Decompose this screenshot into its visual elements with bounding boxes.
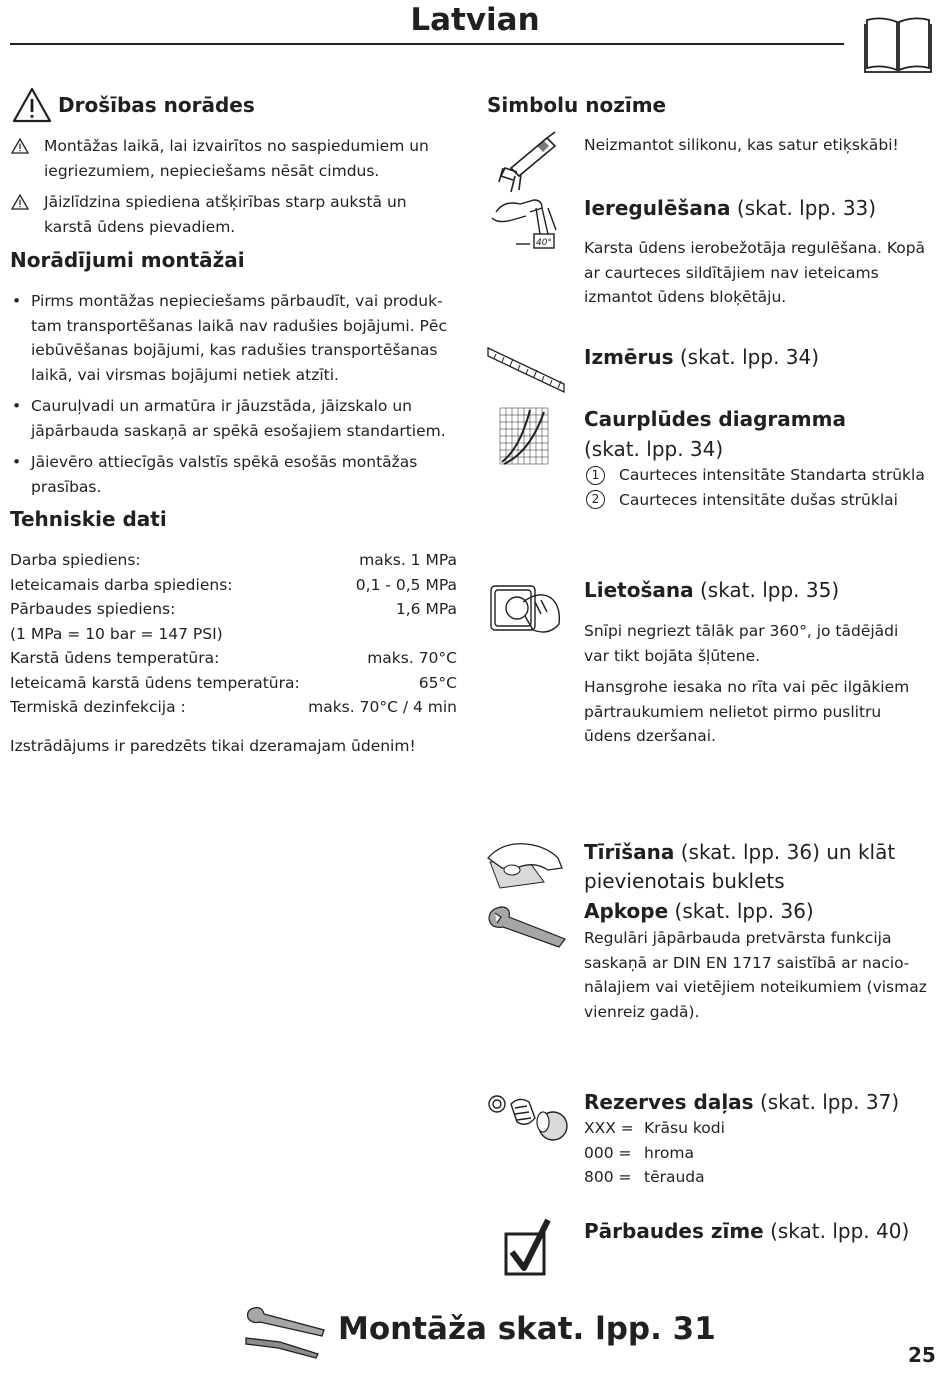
tech-value: maks. 70°C / 4 min: [308, 698, 457, 716]
use-ref: (skat. lpp. 35): [699, 578, 840, 602]
tech-row: [10, 573, 457, 598]
tech-label: Darba spiediens:: [10, 551, 141, 569]
spare-row: [584, 1141, 725, 1166]
warning-small-icon: [11, 138, 29, 154]
install-item: Pirms montāžas nepieciešams pārbaudīt, vai produktam transportēšanas laikā nav radušies bojājumi. Pēc iebūvēšanas bojājumi, kas radušies transportēšanas laikā, vai virsmas bojājumi netiek atzīti.: [31, 292, 447, 384]
tech-row: [10, 548, 457, 573]
adjust-temperature-icon: [490, 194, 560, 254]
tech-value: 65°C: [418, 673, 457, 692]
dims-title: Izmērus: [584, 345, 674, 369]
handle-operation-icon: [489, 580, 563, 636]
tech-label: (1 MPa = 10 bar = 147 PSI): [10, 624, 223, 643]
page-title: Latvian: [410, 2, 540, 38]
install-heading: Norādījumi montāžai: [10, 248, 245, 272]
spare-row: [584, 1116, 725, 1141]
tech-table: [10, 548, 457, 720]
service-text: Regulāri jāpārbauda pretvārsta funkcija saskaņā ar DIN EN 1717 saistībā ar nacionālajiem vai vietējiem noteikumiem (vismaz vienreiz gadā).: [584, 929, 927, 1021]
service-ref: (skat. lpp. 36): [674, 899, 814, 923]
tech-row: [10, 671, 457, 696]
silicone-gun-icon: [497, 132, 559, 194]
legend-number: 1: [586, 466, 605, 485]
page-number: 25: [908, 1343, 936, 1367]
color-code: XXX =: [584, 1119, 634, 1137]
adjust-text: Karsta ūdens ierobežotāja regulēšana. Kopā ar caurteces sildītājiem nav ieteicams izmantot ūdens bloķētāju.: [584, 239, 926, 306]
color-label: tērauda: [644, 1168, 705, 1186]
cleaning-hand-icon: [486, 838, 568, 896]
color-label: Krāsu kodi: [644, 1119, 725, 1137]
color-code: 000 =: [584, 1143, 632, 1162]
use-title: Lietošana: [584, 578, 694, 602]
silicone-note: Neizmantot silikonu, kas satur etiķskābi!: [584, 136, 899, 154]
clean-ref: (skat. lpp. 36) un klāt pievienotais buklets: [584, 840, 896, 893]
legend-number: 2: [586, 490, 605, 509]
legend-text: Caurteces intensitāte Standarta strūkla: [619, 466, 925, 484]
temperature-display: 40°: [536, 238, 552, 248]
safety-item: Jāizlīdzina spiediena atšķirības starp aukstā un karstā ūdens pievadiem.: [44, 193, 407, 236]
install-item: Cauruļvadi un armatūra ir jāuzstāda, jāizskalo un jāpārbauda saskaņā ar spēkā esošajiem standartiem.: [31, 397, 446, 440]
tech-row: [10, 646, 457, 671]
spare-parts-icon: [487, 1090, 571, 1146]
adjust-ref: (skat. lpp. 33): [736, 196, 877, 220]
tech-label: Termiskā dezinfekcija :: [10, 698, 186, 716]
ruler-icon: [486, 344, 566, 394]
flow-legend-item: [586, 488, 925, 513]
dims-ref: (skat. lpp. 34): [679, 345, 820, 369]
tech-row: [10, 597, 457, 622]
bullet: •: [12, 453, 22, 471]
install-item: Jāievēro attiecīgās valstīs spēkā esošās montāžas prasības.: [31, 453, 418, 496]
dims-heading: [584, 345, 819, 369]
bullet: •: [12, 397, 22, 415]
symbols-heading: Simbolu nozīme: [487, 93, 667, 117]
tech-value: maks. 70°C: [367, 649, 457, 667]
tech-label: Pārbaudes spiediens:: [10, 600, 176, 618]
book-icon: [864, 16, 932, 74]
spare-heading: [584, 1090, 899, 1114]
adjust-title: Ieregulēšana: [584, 196, 731, 220]
header-rule: [10, 43, 844, 45]
tech-value: maks. 1 MPa: [359, 551, 457, 569]
tech-row: [10, 695, 457, 720]
spare-ref: (skat. lpp. 37): [759, 1090, 900, 1114]
wrench-icon: [487, 903, 567, 949]
warning-small-icon: [11, 194, 29, 210]
clean-heading: [584, 838, 934, 896]
tech-row: [10, 622, 457, 647]
tools-icon: [244, 1302, 328, 1358]
warning-icon: [12, 87, 52, 123]
service-heading: [584, 899, 814, 923]
tech-value: 1,6 MPa: [395, 600, 457, 618]
spare-row: [584, 1165, 725, 1190]
drinking-water-note: Izstrādājums ir paredzēts tikai dzeramajam ūdenim!: [10, 737, 416, 755]
flow-title: Caurplūdes diagramma: [584, 407, 846, 431]
flow-legend: [586, 463, 925, 512]
check-title: Pārbaudes zīme: [584, 1219, 764, 1243]
legend-text: Caurteces intensitāte dušas strūklai: [619, 490, 898, 509]
color-label: hroma: [644, 1143, 694, 1162]
tech-heading: Tehniskie dati: [10, 507, 167, 531]
use-text: Hansgrohe iesaka no rīta vai pēc ilgākiem pārtraukumiem nelietot pirmo puslitru ūdens dzeršanai.: [584, 678, 910, 745]
clean-title: Tīrīšana: [584, 840, 675, 864]
flow-ref: (skat. lpp. 34): [584, 437, 724, 461]
spare-table: [584, 1116, 725, 1190]
flow-legend-item: [586, 463, 925, 488]
check-mark-icon: [504, 1218, 552, 1276]
service-title: Apkope: [584, 899, 669, 923]
check-ref: (skat. lpp. 40): [770, 1219, 910, 1243]
assembly-reference: Montāža skat. lpp. 31: [338, 1311, 716, 1347]
tech-label: Karstā ūdens temperatūra:: [10, 649, 220, 667]
use-heading: [584, 578, 839, 602]
tech-label: Ieteicamā karstā ūdens temperatūra:: [10, 673, 300, 692]
flow-diagram-icon: [500, 408, 548, 464]
tech-label: Ieteicamais darba spiediens:: [10, 575, 233, 594]
use-text: Snīpi negriezt tālāk par 360°, jo tādējādi var tikt bojāta šļūtene.: [584, 622, 899, 665]
safety-item: Montāžas laikā, lai izvairītos no saspiedumiem un iegriezumiem, nepieciešams nēsāt cimdus.: [44, 137, 429, 180]
spare-title: Rezerves daļas: [584, 1090, 754, 1114]
adjust-heading: [584, 196, 876, 220]
safety-heading: Drošības norādes: [58, 93, 255, 117]
check-heading: [584, 1219, 909, 1243]
bullet: •: [12, 292, 22, 310]
tech-value: 0,1 - 0,5 MPa: [355, 575, 457, 594]
color-code: 800 =: [584, 1168, 632, 1186]
